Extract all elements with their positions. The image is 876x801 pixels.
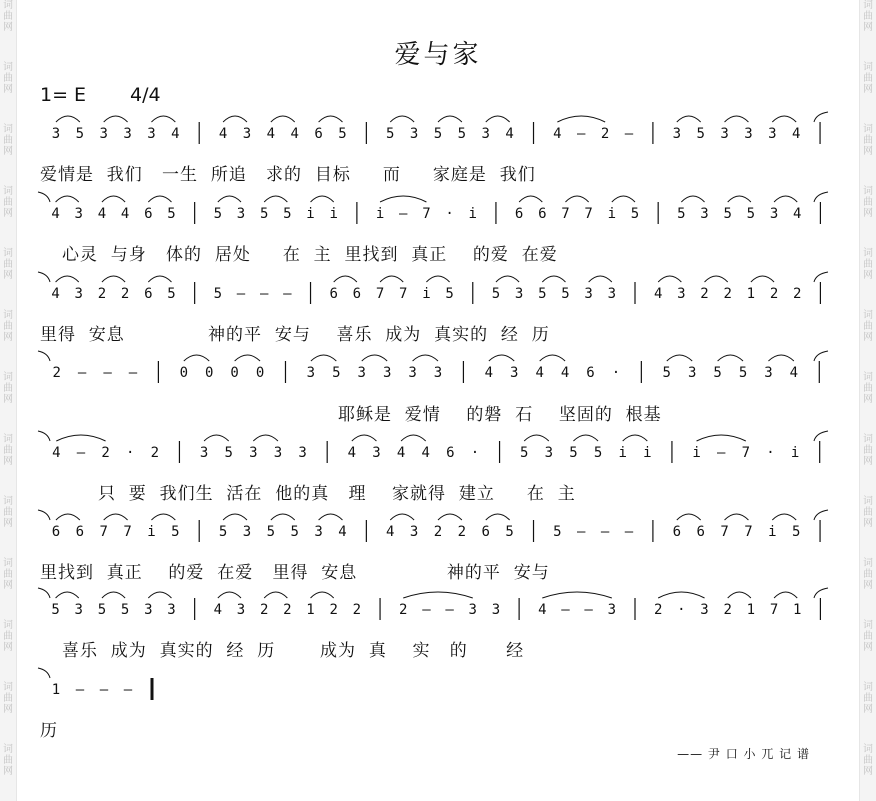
note-digit: · <box>125 445 135 461</box>
note-digit: 7 <box>744 524 753 540</box>
note-digit: 4 <box>52 445 61 461</box>
note-digit: 7 <box>561 206 570 222</box>
note-digit: 6 <box>352 286 362 302</box>
note-digit: 5 <box>791 524 801 540</box>
note-digit: 7 <box>741 445 751 461</box>
note-digit: 2 <box>52 365 61 381</box>
note-digit: – <box>283 286 292 302</box>
note-digit: i <box>607 206 617 222</box>
watermark-glyphs: 词 曲 网 <box>3 682 13 715</box>
note-digit: 5 <box>491 286 501 302</box>
note-digit: 3 <box>249 445 258 461</box>
note-digit: 6 <box>672 524 682 540</box>
note-digit: 4 <box>290 126 299 142</box>
note-digit: 1 <box>793 602 802 618</box>
note-digit: – <box>624 524 634 540</box>
watermark-glyphs: 词 曲 网 <box>863 558 873 591</box>
note-digit: 5 <box>457 126 467 142</box>
note-digit: 2 <box>101 445 110 461</box>
note-digit: 5 <box>97 602 107 618</box>
note-digit: – <box>236 286 246 302</box>
note-digit: 3 <box>491 602 501 618</box>
note-digit: 3 <box>514 286 524 302</box>
note-digit: 3 <box>408 365 417 381</box>
note-digit: – <box>76 445 86 461</box>
note-digit: – <box>75 682 85 698</box>
note-digit: 5 <box>224 445 233 461</box>
note-digit: 4 <box>51 206 60 222</box>
lyrics-line: 耶稣是 爱情 的磐 石 坚固的 根基 <box>338 405 662 425</box>
note-digit: 2 <box>399 602 408 618</box>
note-digit: 3 <box>510 365 519 381</box>
note-digit: 4 <box>218 126 228 142</box>
watermark-glyphs: 词 曲 网 <box>863 310 873 343</box>
watermark-glyphs: 词 曲 网 <box>3 124 13 157</box>
note-digit: 2 <box>700 286 709 302</box>
note-digit: 2 <box>723 602 732 618</box>
note-digit: 2 <box>600 126 610 142</box>
note-digit: i <box>790 445 800 461</box>
note-digit: 5 <box>386 126 395 142</box>
note-digit: 3 <box>242 126 252 142</box>
note-digit: i <box>375 206 385 222</box>
note-digit: 4 <box>386 524 395 540</box>
note-digit: i <box>618 445 627 461</box>
note-digit: 1 <box>746 286 756 302</box>
note-digit: – <box>399 206 408 222</box>
note-digit: 5 <box>283 206 292 222</box>
note-digit: 3 <box>74 206 83 222</box>
watermark-glyphs: 词 曲 网 <box>3 0 13 33</box>
watermark-glyphs: 词 曲 网 <box>3 620 13 653</box>
note-digit: 5 <box>519 445 529 461</box>
note-digit: 2 <box>259 602 269 618</box>
note-digit: i <box>643 445 652 461</box>
note-digit: 7 <box>720 524 729 540</box>
note-digit: 2 <box>793 286 802 302</box>
note-digit: 5 <box>213 206 223 222</box>
note-digit: 5 <box>505 524 514 540</box>
note-digit: 5 <box>713 365 722 381</box>
note-digit: 0 <box>205 365 214 381</box>
note-digit: 3 <box>481 126 490 142</box>
note-digit: 4 <box>538 602 547 618</box>
note-digit: 3 <box>236 206 246 222</box>
note-digit: i <box>468 206 477 222</box>
note-digit: 3 <box>700 206 709 222</box>
note-digit: 3 <box>357 365 366 381</box>
note-digit: 5 <box>569 445 578 461</box>
note-digit: 2 <box>329 602 338 618</box>
watermark-glyphs: 词 曲 网 <box>863 186 873 219</box>
note-digit: 4 <box>535 365 544 381</box>
note-digit: – <box>584 602 593 618</box>
note-digit: i <box>768 524 777 540</box>
note-digit: 3 <box>672 126 682 142</box>
note-digit: 3 <box>687 365 697 381</box>
note-digit: 4 <box>789 365 799 381</box>
note-digit: 5 <box>75 126 85 142</box>
note-digit: 5 <box>677 206 686 222</box>
note-digit: – <box>123 682 133 698</box>
lyrics-line: 里找到 真正 的爱 在爱 里得 安息 神的平 安与 <box>40 563 550 583</box>
note-digit: 4 <box>653 286 663 302</box>
time-signature: 4/4 <box>130 84 161 106</box>
note-digit: 7 <box>584 206 593 222</box>
note-digit: 7 <box>422 206 431 222</box>
note-digit: 3 <box>607 286 617 302</box>
note-digit: 2 <box>723 286 732 302</box>
note-digit: 3 <box>677 286 686 302</box>
watermark-glyphs: 词 曲 网 <box>863 496 873 529</box>
note-digit: – <box>103 365 112 381</box>
note-digit: 4 <box>213 602 223 618</box>
watermark-glyphs: 词 曲 网 <box>863 620 873 653</box>
note-digit: 4 <box>120 206 130 222</box>
note-digit: 6 <box>144 286 153 302</box>
note-digit: 4 <box>421 445 430 461</box>
lyrics-line: 爱情是 我们 一生 所追 求的 目标 而 家庭是 我们 <box>40 165 536 185</box>
note-digit: 7 <box>769 602 779 618</box>
note-digit: 3 <box>123 126 132 142</box>
note-digit: 0 <box>179 365 189 381</box>
note-digit: 3 <box>768 126 777 142</box>
note-digit: 0 <box>230 365 239 381</box>
note-digit: i <box>329 206 338 222</box>
note-digit: 4 <box>791 126 801 142</box>
note-digit: 3 <box>468 602 477 618</box>
note-digit: 3 <box>372 445 381 461</box>
lyrics-line: 只 要 我们生 活在 他的真 理 家就得 建立 在 主 <box>98 484 576 504</box>
note-digit: 6 <box>75 524 85 540</box>
note-digit: 5 <box>738 365 748 381</box>
note-digit: 6 <box>329 286 338 302</box>
note-digit: 5 <box>662 365 671 381</box>
watermark-glyphs: 词 曲 网 <box>863 62 873 95</box>
note-digit: i <box>692 445 701 461</box>
song-title: 爱与家 <box>394 40 482 70</box>
transcriber-credit: —— 尹 口 小 兀 记 谱 <box>677 747 810 761</box>
note-digit: 4 <box>396 445 406 461</box>
note-digit: 3 <box>74 602 83 618</box>
note-digit: 3 <box>167 602 176 618</box>
note-digit: 6 <box>446 445 455 461</box>
note-digit: 4 <box>553 126 562 142</box>
lyrics-line: 喜乐 成为 真实的 经 历 成为 真 实 的 经 <box>62 641 525 661</box>
note-digit: 6 <box>144 206 153 222</box>
note-digit: 0 <box>255 365 265 381</box>
note-digit: 3 <box>51 126 61 142</box>
note-digit: 2 <box>433 524 443 540</box>
note-digit: · <box>766 445 775 461</box>
watermark-glyphs: 词 曲 网 <box>863 682 873 715</box>
note-digit: – <box>624 126 634 142</box>
note-digit: 5 <box>332 365 341 381</box>
note-digit: 7 <box>123 524 132 540</box>
note-digit: – <box>77 365 87 381</box>
note-digit: – <box>128 365 138 381</box>
note-digit: 3 <box>382 365 392 381</box>
watermark-glyphs: 词 曲 网 <box>3 186 13 219</box>
note-digit: 4 <box>266 126 276 142</box>
note-digit: 3 <box>74 286 83 302</box>
note-digit: 5 <box>290 524 299 540</box>
note-digit: 5 <box>593 445 603 461</box>
watermark-glyphs: 词 曲 网 <box>3 496 13 529</box>
note-digit: 3 <box>584 286 593 302</box>
note-digit: 3 <box>236 602 246 618</box>
note-digit: 5 <box>167 286 176 302</box>
note-digit: 4 <box>793 206 802 222</box>
note-digit: – <box>600 524 610 540</box>
note-digit: 4 <box>505 126 514 142</box>
note-digit: 6 <box>481 524 490 540</box>
note-digit: – <box>577 126 586 142</box>
note-digit: 5 <box>723 206 732 222</box>
note-digit: · <box>445 206 454 222</box>
note-digit: 3 <box>306 365 316 381</box>
note-digit: 3 <box>199 445 209 461</box>
note-digit: 4 <box>51 286 60 302</box>
note-digit: 2 <box>653 602 663 618</box>
note-digit: – <box>577 524 586 540</box>
lyrics-line: 里得 安息 神的平 安与 喜乐 成为 真实的 经 历 <box>40 325 550 345</box>
note-digit: 4 <box>171 126 180 142</box>
note-digit: 5 <box>561 286 570 302</box>
watermark-glyphs: 词 曲 网 <box>3 372 13 405</box>
lyrics-line: 心灵 与身 体的 居处 在 主 里找到 真正 的爱 在爱 <box>62 245 558 265</box>
note-digit: 7 <box>99 524 108 540</box>
note-digit: 3 <box>433 365 443 381</box>
note-digit: 5 <box>218 524 228 540</box>
note-digit: 7 <box>399 286 408 302</box>
note-digit: 5 <box>630 206 640 222</box>
note-digit: 2 <box>457 524 467 540</box>
note-digit: 4 <box>338 524 347 540</box>
note-digit: 3 <box>99 126 108 142</box>
note-digit: 5 <box>171 524 180 540</box>
note-digit: – <box>445 602 454 618</box>
note-digit: 1 <box>746 602 756 618</box>
note-digit: 3 <box>607 602 617 618</box>
note-digit: 5 <box>167 206 176 222</box>
note-digit: 3 <box>409 524 419 540</box>
note-digit: 3 <box>273 445 283 461</box>
note-digit: 6 <box>514 206 524 222</box>
watermark-glyphs: 词 曲 网 <box>863 434 873 467</box>
note-digit: · <box>611 365 621 381</box>
lyrics-line: 历 <box>40 721 58 741</box>
note-digit: 7 <box>375 286 385 302</box>
note-digit: 3 <box>242 524 252 540</box>
note-digit: – <box>561 602 570 618</box>
note-digit: 5 <box>51 602 60 618</box>
note-digit: 6 <box>696 524 705 540</box>
note-digit: 5 <box>538 286 547 302</box>
note-digit: 2 <box>150 445 160 461</box>
note-digit: 3 <box>544 445 554 461</box>
note-digit: 5 <box>553 524 562 540</box>
note-digit: 5 <box>259 206 269 222</box>
note-digit: i <box>147 524 156 540</box>
note-digit: · <box>470 445 480 461</box>
watermark-glyphs: 词 曲 网 <box>863 372 873 405</box>
note-digit: 5 <box>433 126 443 142</box>
note-digit: 5 <box>266 524 276 540</box>
note-digit: 5 <box>696 126 705 142</box>
note-digit: 2 <box>769 286 779 302</box>
note-digit: 4 <box>560 365 570 381</box>
watermark-glyphs: 词 曲 网 <box>3 310 13 343</box>
watermark-glyphs: 词 曲 网 <box>3 558 13 591</box>
note-digit: 5 <box>213 286 223 302</box>
watermark-glyphs: 词 曲 网 <box>3 434 13 467</box>
note-digit: 4 <box>484 365 494 381</box>
note-digit: 2 <box>97 286 107 302</box>
watermark-glyphs: 词 曲 网 <box>863 248 873 281</box>
note-digit: 2 <box>120 286 130 302</box>
note-digit: i <box>306 206 315 222</box>
note-digit: 3 <box>744 126 753 142</box>
note-digit: 5 <box>746 206 756 222</box>
note-digit: 3 <box>720 126 729 142</box>
note-digit: 3 <box>769 206 779 222</box>
key-signature: 1= E <box>40 84 87 106</box>
note-digit: – <box>716 445 726 461</box>
note-digit: 5 <box>338 126 347 142</box>
watermark-glyphs: 词 曲 网 <box>863 0 873 33</box>
note-digit: – <box>259 286 269 302</box>
note-digit: 3 <box>147 126 156 142</box>
watermark-glyphs: 词 曲 网 <box>3 248 13 281</box>
note-digit: 5 <box>445 286 454 302</box>
note-digit: 6 <box>314 126 323 142</box>
note-digit: i <box>422 286 431 302</box>
note-digit: – <box>99 682 109 698</box>
note-digit: 3 <box>314 524 323 540</box>
note-digit: · <box>677 602 686 618</box>
note-digit: 6 <box>538 206 547 222</box>
note-digit: 3 <box>764 365 773 381</box>
watermark-glyphs: 词 曲 网 <box>3 744 13 777</box>
note-digit: – <box>422 602 431 618</box>
note-digit: 4 <box>347 445 357 461</box>
watermark-glyphs: 词 曲 网 <box>863 124 873 157</box>
watermark-glyphs: 词 曲 网 <box>863 744 873 777</box>
note-digit: 3 <box>409 126 419 142</box>
note-digit: 5 <box>120 602 130 618</box>
note-digit: 1 <box>306 602 315 618</box>
note-digit: 1 <box>51 682 61 698</box>
note-digit: 6 <box>586 365 595 381</box>
note-digit: 6 <box>51 524 61 540</box>
note-digit: 3 <box>144 602 153 618</box>
note-digit: 4 <box>97 206 107 222</box>
watermark-glyphs: 词 曲 网 <box>3 62 13 95</box>
note-digit: 3 <box>298 445 307 461</box>
note-digit: 3 <box>700 602 709 618</box>
note-digit: 2 <box>352 602 362 618</box>
note-digit: 2 <box>283 602 292 618</box>
